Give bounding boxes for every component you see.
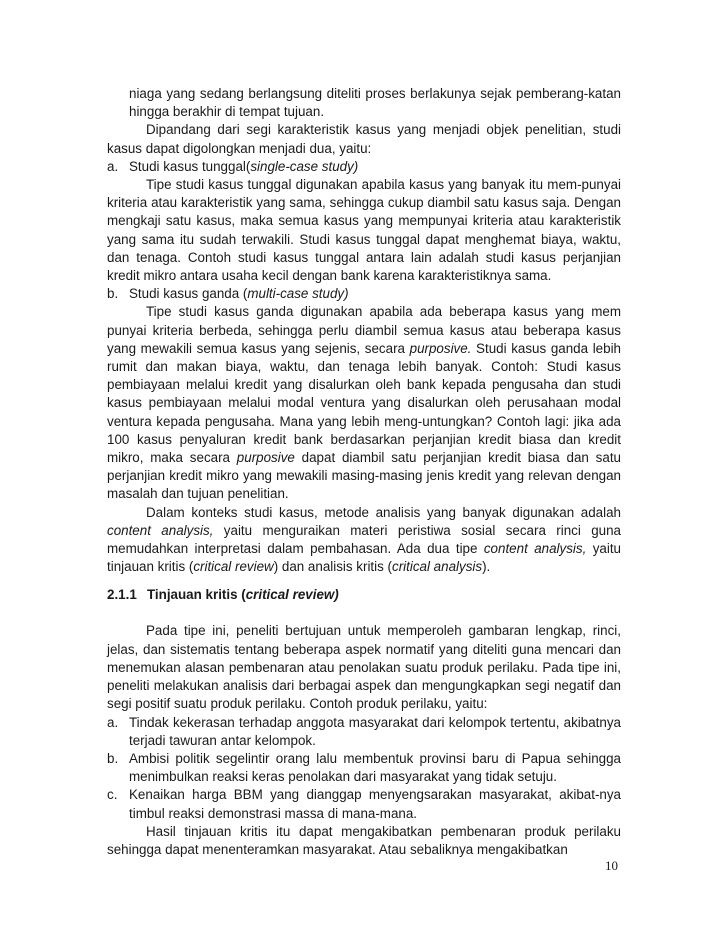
text-run: Dalam konteks studi kasus, metode analisis yang banyak digunakan adalah bbox=[146, 504, 621, 520]
list-item-text: Studi kasus ganda ( bbox=[129, 286, 248, 302]
emphasis-run: content analysis, bbox=[107, 522, 214, 538]
emphasis-run: critical review bbox=[193, 559, 274, 575]
paragraph-multi-case bbox=[107, 303, 621, 503]
paragraph-continuation: niaga yang sedang berlangsung diteliti proses berlakunya sejak pemberang-katan hingga berakhir di tempat tujuan. bbox=[129, 86, 621, 120]
list-item-text: Tindak kekerasan terhadap anggota masyarakat dari kelompok tertentu, akibatnya terjadi tawuran antar kelompok. bbox=[129, 714, 621, 748]
list-item-multi-case bbox=[107, 285, 621, 303]
paragraph-single-case: Tipe studi kasus tunggal digunakan apabila kasus yang banyak itu mem-punyai kriteria atau karakteristik yang sama, sehingga cukup diambil satu kasus saja. Dengan mengkaji satu kasus, maka semua kasus yang mempunyai kriteria atau karakteristik yang sama itu sudah terwakili. Studi kasus tunggal dapat menghemat biaya, waktu, dan tenaga. Contoh studi kasus tunggal antara lain adalah studi kasus perjanjian kredit mikro antara usaha kecil dengan bank karena karakteristiknya sama. bbox=[107, 177, 621, 284]
text-run: yaitu menguraikan materi peristiwa sosial secara rinci guna memudahkan interpretasi dalam pembahasan. Ada dua tipe bbox=[107, 522, 621, 557]
list-marker: a. bbox=[107, 158, 119, 174]
section-number: 2.1.1 bbox=[107, 587, 137, 603]
list-marker: c. bbox=[107, 787, 118, 803]
list-marker: b. bbox=[107, 750, 119, 766]
list-item bbox=[107, 714, 621, 750]
text-run: ). bbox=[482, 559, 491, 575]
spacer bbox=[107, 604, 621, 622]
paragraph-case-classification: Dipandang dari segi karakteristik kasus yang menjadi objek penelitian, studi kasus dapat digolongkan menjadi dua, yaitu: bbox=[107, 122, 621, 156]
text-run: Tipe studi kasus ganda digunakan apabila ada beberapa kasus yang mem punyai kriteria berbeda, sehingga perlu diambil semua kasus atau beberapa kasus yang mewakili semua kasus yang sejenis, secara bbox=[107, 304, 621, 356]
text-run: Studi kasus ganda lebih rumit dan makan biaya, waktu, dan tenaga lebih banyak. Contoh: Studi kasus pembiayaan melalui kredit yang disalurkan oleh bank kepada pengusaha dan studi kasus pembiayaan melalui modal ventura yang disalurkan oleh perusahaan modal ventura kepada pengusaha. Mana yang lebih meng-untungkan? Contoh lagi: jika ada 100 kasus penyaluran kredit bank berdasarkan perjanjian kredit biasa dan kredit mikro, maka secara bbox=[107, 340, 621, 466]
list-item bbox=[107, 786, 621, 822]
paragraph-content-analysis bbox=[107, 504, 621, 577]
text-run: ) dan analisis kritis ( bbox=[273, 559, 393, 575]
list-item-text: Studi kasus tunggal( bbox=[129, 158, 251, 174]
list-item-emphasis: multi-case study) bbox=[247, 286, 349, 302]
section-title-emphasis: critical review) bbox=[245, 587, 339, 603]
emphasis-run: content analysis, bbox=[483, 541, 587, 557]
section-heading bbox=[107, 586, 621, 604]
list-item-text: Kenaikan harga BBM yang dianggap menyengsarakan masyarakat, akibat-nya timbul reaksi demonstrasi massa di mana-mana. bbox=[129, 787, 621, 821]
list-item-emphasis: single-case study) bbox=[250, 158, 359, 174]
text-run: yaitu tinjauan kritis ( bbox=[107, 541, 621, 575]
emphasis-run: purposive bbox=[236, 450, 295, 466]
paragraph-critical-review-result: Hasil tinjauan kritis itu dapat mengakibatkan pembenaran produk perilaku sehingga dapat menenteramkan masyarakat. Atau sebaliknya mengakibatkan bbox=[107, 823, 621, 857]
paragraph-critical-review: Pada tipe ini, peneliti bertujuan untuk memperoleh gambaran lengkap, rinci, jelas, dan sistematis tentang beberapa aspek normatif yang diteliti guna mencari dan menemukan alasan pembenaran atau penolakan suatu produk perilaku. Pada tipe ini, peneliti melakukan analisis dari berbagai aspek dan mengungkapkan segi negatif dan segi positif suatu produk perilaku. Contoh produk perilaku, yaitu: bbox=[107, 623, 621, 712]
list-marker: b. bbox=[107, 286, 119, 302]
emphasis-run: critical analysis bbox=[392, 559, 483, 575]
list-item bbox=[107, 750, 621, 786]
page-number: 10 bbox=[605, 858, 618, 873]
list-item-single-case bbox=[107, 158, 621, 176]
list-item-text: Ambisi politik segelintir orang lalu membentuk provinsi baru di Papua sehingga menimbulkan reaksi keras penolakan dari masyarakat yang tidak setuju. bbox=[129, 750, 621, 785]
section-title: Tinjauan kritis ( bbox=[147, 587, 246, 603]
list-marker: a. bbox=[107, 714, 119, 730]
document-body bbox=[107, 85, 621, 859]
emphasis-run: purposive. bbox=[409, 340, 472, 356]
text-run: dapat diambil satu perjanjian kredit biasa dan satu perjanjian kredit mikro yang mewakili masing-masing jenis kredit yang relevan dengan masalah dan tujuan penelitian. bbox=[107, 450, 621, 502]
